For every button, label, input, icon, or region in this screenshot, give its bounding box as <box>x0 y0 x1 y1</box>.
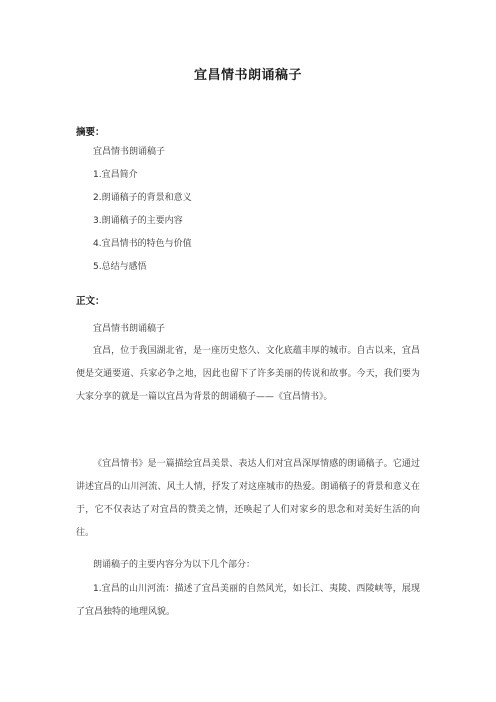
outline-item: 2.朗诵稿子的背景和意义 <box>93 193 192 203</box>
paragraph: 1.宜昌的山川河流：描述了宜昌美丽的自然风光，如长江、夷陵、西陵峡等，展现了宜昌独特的地理风貌。 <box>76 584 420 617</box>
paragraph-block <box>76 453 420 545</box>
outline-item: 4.宜昌情书的特色与价值 <box>93 239 192 249</box>
body-subtitle: 宜昌情书朗诵稿子 <box>93 324 166 334</box>
abstract-label: 摘要： <box>76 127 105 138</box>
outline-item: 宜昌情书朗诵稿子 <box>93 147 166 157</box>
outline-item: 1.宜昌简介 <box>93 170 138 180</box>
paragraph: 宜昌，位于我国湖北省，是一座历史悠久、文化底蕴丰厚的城市。自古以来，宜昌便是交通要道、兵家必争之地，因此也留下了许多美丽的传说和故事。今天，我们要为大家分享的就是一篇以宜昌为背景的朗诵稿子——《宜昌情书》。 <box>76 346 420 402</box>
body-label: 正文： <box>76 296 105 307</box>
paragraph-block <box>76 578 420 624</box>
body-subtitle-block <box>76 318 420 341</box>
outline-item: 3.朗诵稿子的主要内容 <box>93 216 183 226</box>
paragraph: 朗诵稿子的主要内容分为以下几个部分： <box>93 560 256 570</box>
paragraph-block <box>76 554 420 577</box>
document-title: 宜昌情书朗诵稿子 <box>193 68 302 83</box>
outline-item: 5.总结与感悟 <box>93 262 147 272</box>
abstract-outline <box>93 147 192 285</box>
paragraph-block <box>76 340 420 409</box>
paragraph: 《宜昌情书》是一篇描绘宜昌美景、表达人们对宜昌深厚情感的朗诵稿子。它通过讲述宜昌的山川河流、风土人情，抒发了对这座城市的热爱。朗诵稿子的背景和意义在于，它不仅表达了对宜昌的赞美之情，还唤起了人们对家乡的思念和对美好生活的向往。 <box>76 459 420 538</box>
